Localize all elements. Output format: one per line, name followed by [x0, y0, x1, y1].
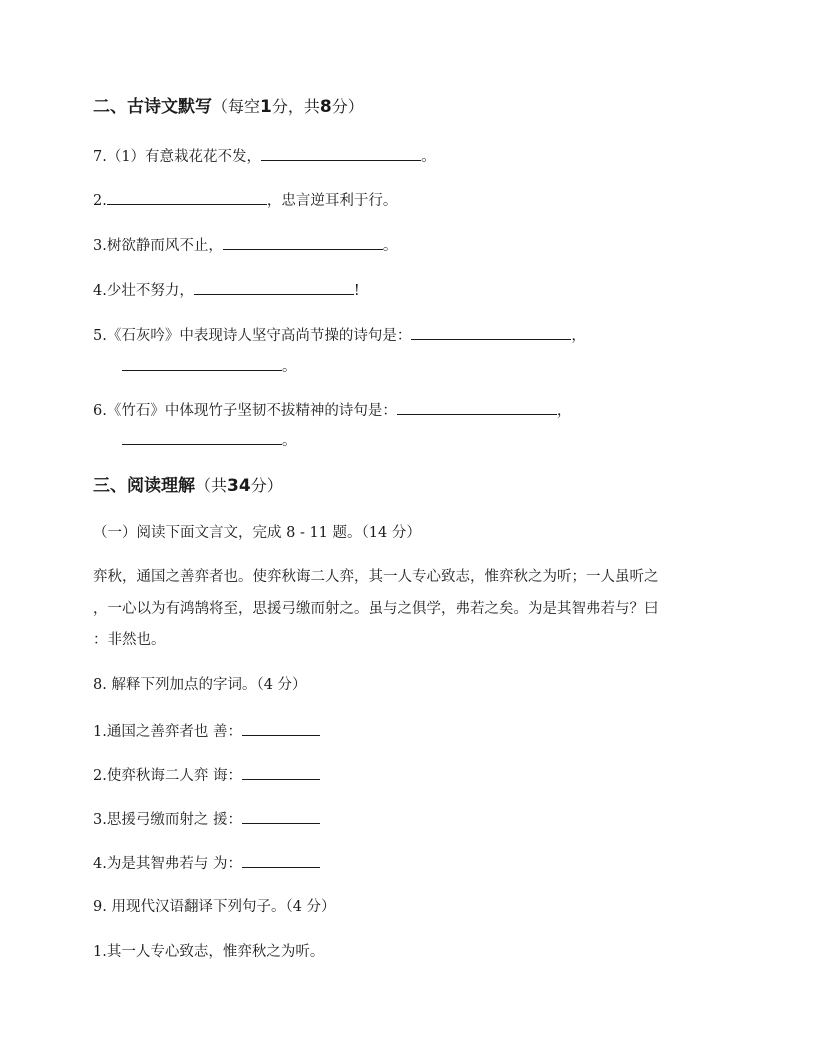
question-6-suffix: ， [556, 403, 572, 419]
answer-blank[interactable] [122, 429, 282, 445]
section-2-title: 二、古诗文默写 [93, 97, 212, 117]
question-5-line-2 [122, 355, 297, 377]
question-8-item-4 [93, 852, 320, 874]
section-3-heading [93, 475, 283, 497]
question-8-item-3 [93, 808, 320, 830]
question-8-item-2 [93, 764, 320, 786]
question-2 [93, 189, 397, 211]
question-9-title: 9. 用现代汉语翻译下列句子。（4 分） [93, 899, 336, 915]
question-8-item-1 [93, 720, 320, 742]
passage-line: ，一心以为有鸿鹄将至，思援弓缴而射之。虽与之俱学，弗若之矣。为是其智弗若与？曰 [93, 601, 659, 617]
section-3-title: 三、阅读理解 [93, 476, 195, 496]
question-7-text: 7.（1）有意栽花花不发， [93, 149, 262, 165]
question-4 [93, 279, 360, 301]
answer-blank[interactable] [242, 808, 320, 824]
answer-blank[interactable] [107, 189, 267, 205]
question-9-item-1: 1.其一人专心致志，惟弈秋之为听。 [93, 944, 325, 960]
passage-line: 弈秋，通国之善弈者也。使弈秋诲二人弈，其一人专心致志，惟弈秋之为听；一人虽听之 [93, 569, 659, 585]
question-2-text: ，忠言逆耳利于行。 [266, 193, 398, 209]
question-5 [93, 324, 586, 346]
part-1-intro: （一）阅读下面文言文，完成 8 - 11 题。（14 分） [93, 525, 421, 541]
question-2-number: 2. [93, 193, 107, 209]
answer-blank[interactable] [223, 234, 383, 250]
question-8-item-text: 4.为是其智弗若与 为： [93, 856, 242, 872]
answer-blank[interactable] [122, 355, 282, 371]
question-8-item-text: 2.使弈秋诲二人弈 诲： [93, 768, 242, 784]
answer-blank[interactable] [411, 324, 571, 340]
question-6-line-2-suffix: 。 [282, 433, 297, 449]
section-2-score-num2: 8 [319, 97, 332, 117]
question-3 [93, 234, 397, 256]
section-2-heading [93, 96, 364, 118]
answer-blank[interactable] [194, 279, 354, 295]
question-5-suffix: ， [571, 328, 586, 344]
question-5-line-2-suffix: 。 [282, 359, 297, 375]
question-8-title: 8. 解释下列加点的字词。（4 分） [93, 677, 307, 693]
question-7-suffix: 。 [421, 149, 436, 165]
question-4-text: 4.少壮不努力， [93, 283, 194, 299]
passage-line: ：非然也。 [93, 632, 166, 648]
question-5-text: 5.《石灰吟》中表现诗人坚守高尚节操的诗句是： [93, 328, 412, 344]
answer-blank[interactable] [397, 399, 557, 415]
question-6-line-2 [122, 429, 297, 451]
answer-blank[interactable] [261, 145, 421, 161]
answer-blank[interactable] [242, 720, 320, 736]
question-3-text: 3.树欲静而风不止， [93, 238, 223, 254]
answer-blank[interactable] [242, 852, 320, 868]
section-3-score-a: （共 [195, 476, 228, 495]
question-4-suffix: ! [353, 283, 360, 299]
question-8-item-text: 3.思援弓缴而射之 援： [93, 812, 242, 828]
question-6 [93, 399, 571, 421]
question-7 [93, 145, 436, 167]
question-6-text: 6.《竹石》中体现竹子坚韧不拔精神的诗句是： [93, 403, 397, 419]
section-3-score-b: 分） [250, 476, 283, 495]
section-2-score-num1: 1 [260, 97, 272, 117]
question-8-item-text: 1.通国之善弈者也 善： [93, 724, 242, 740]
section-2-score-a: （每空 [212, 97, 261, 116]
question-3-suffix: 。 [382, 238, 398, 254]
section-2-score-c: 分） [331, 97, 364, 116]
section-3-score-num: 34 [227, 476, 251, 496]
answer-blank[interactable] [242, 764, 320, 780]
section-2-score-b: 分，共 [271, 97, 320, 116]
